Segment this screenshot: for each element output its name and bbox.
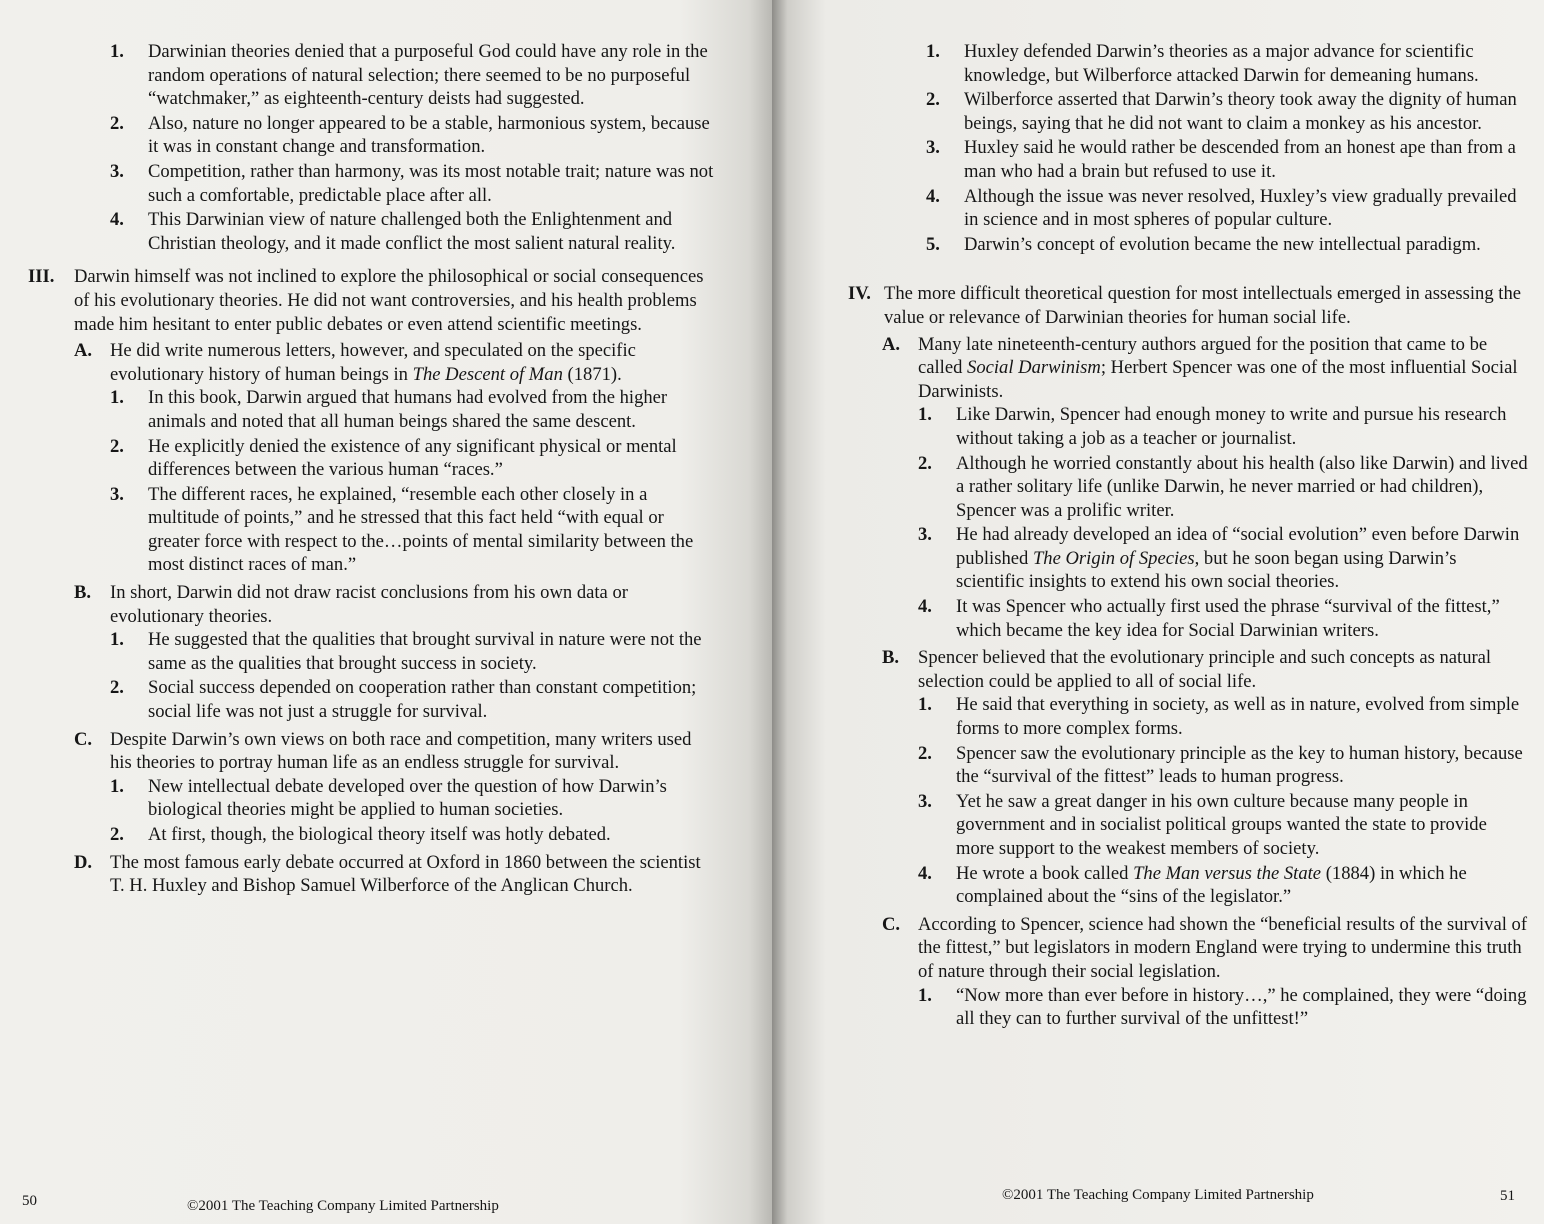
- book-title: The Descent of Man: [412, 363, 563, 385]
- list-item: [918, 452, 1528, 523]
- item-number: 2.: [926, 89, 940, 111]
- list-item: [926, 136, 1528, 183]
- item-text: Like Darwin, Spencer had enough money to write and pursue his research without taking a job as a teacher or journalist.: [956, 404, 1507, 449]
- right-page-text: [848, 40, 1528, 1034]
- left-page-text: [28, 40, 716, 900]
- list-item: [918, 742, 1528, 789]
- continued-points: [110, 40, 716, 255]
- item-text: “Now more than ever before in history…,” he complained, they were “doing all they can to further survival of the unfittest!”: [956, 984, 1527, 1030]
- list-item: [926, 233, 1528, 257]
- item-number: 1.: [918, 404, 932, 426]
- subsection-text: According to Spencer, science had shown the “beneficial results of the survival of the fittest,” but legislators in modern England were trying to undermine this truth of nature through their social legislation.: [918, 913, 1528, 982]
- item-text: Darwinian theories denied that a purposeful God could have any role in the random operations of natural selection; there seemed to be no purposeful “watchmaker,” as eighteenth-century deists had suggested.: [148, 41, 708, 110]
- subsection-letter: A.: [74, 340, 93, 362]
- item-number: 4.: [918, 596, 932, 618]
- list-item: [918, 595, 1528, 642]
- item-text: He said that everything in society, as well as in nature, evolved from simple forms to more complex forms.: [956, 694, 1520, 740]
- item-number: 2.: [110, 824, 124, 845]
- section-numeral: III.: [28, 266, 55, 288]
- subsection-c: [882, 913, 1528, 1032]
- page-number: 50: [22, 1193, 37, 1209]
- item-text: Also, nature no longer appeared to be a stable, harmonious system, because it was in constant change and transformation.: [148, 112, 710, 158]
- item-text: Social success depended on cooperation rather than constant competition; social life was not just a struggle for survival.: [148, 677, 697, 723]
- list-item: [926, 185, 1528, 232]
- list-item: [918, 984, 1528, 1031]
- page-number: 51: [1500, 1188, 1515, 1204]
- copyright-footer: ©2001 The Teaching Company Limited Partnership: [1002, 1187, 1314, 1203]
- list-item: [110, 676, 716, 723]
- subsection-letter: B.: [74, 582, 92, 604]
- item-text: Although the issue was never resolved, Huxley’s view gradually prevailed in science and in most spheres of popular culture.: [964, 185, 1517, 231]
- subsection-letter: C.: [882, 913, 901, 935]
- item-text: In this book, Darwin argued that humans had evolved from the higher animals and noted that all human beings shared the same descent.: [148, 387, 668, 432]
- subsection-text: He did write numerous letters, however, and speculated on the specific evolutionary history of human beings in The Descent of Man (1871).: [110, 340, 636, 385]
- list-item: [110, 40, 716, 111]
- item-text: Spencer saw the evolutionary principle as the key to human history, because the “survival of the fittest” leads to human progress.: [956, 742, 1523, 788]
- item-number: 3.: [110, 160, 124, 182]
- item-text: This Darwinian view of nature challenged both the Enlightenment and Christian theology, and it made conflict the most salient natural reality.: [148, 209, 676, 254]
- list-item: [110, 386, 716, 433]
- list-item: [110, 160, 716, 207]
- item-text: The different races, he explained, “resemble each other closely in a multitude of points,” and he stressed that this fact held “with equal or greater force with respect to the…points of mental similarity between the most distinct races of man.”: [148, 483, 694, 576]
- list-item: [110, 112, 716, 159]
- right-page: [772, 0, 1544, 1224]
- item-number: 2.: [110, 677, 124, 699]
- section-iii: [28, 265, 716, 898]
- list-item: [110, 628, 716, 675]
- list-item: [110, 208, 716, 255]
- item-text: New intellectual debate developed over the question of how Darwin’s biological theories might be applied to human societies.: [148, 775, 667, 821]
- item-number: 1.: [918, 694, 932, 716]
- item-text: He explicitly denied the existence of any significant physical or mental differences between the various human “races.”: [148, 435, 677, 481]
- item-number: 1.: [110, 387, 124, 409]
- item-text: He had already developed an idea of “social evolution” even before Darwin published The Origin of Species, but he soon began using Darwin’s scientific insights to extend his own social theories.: [956, 524, 1520, 593]
- item-number: 1.: [110, 775, 124, 797]
- item-number: 4.: [110, 209, 124, 231]
- item-number: 1.: [110, 41, 124, 62]
- subsection-c: [74, 728, 716, 848]
- subsection-letter: D.: [74, 851, 93, 873]
- item-text: Wilberforce asserted that Darwin’s theory took away the dignity of human beings, saying that he did not want to claim a monkey as his ancestor.: [964, 89, 1517, 134]
- item-number: 4.: [918, 862, 932, 884]
- list-item: [918, 693, 1528, 740]
- item-number: 5.: [926, 233, 940, 255]
- item-text: He wrote a book called The Man versus the State (1884) in which he complained about the “sins of the legislator.”: [956, 862, 1467, 908]
- item-number: 2.: [918, 742, 932, 764]
- list-item: [918, 403, 1528, 450]
- subsection-b: [74, 581, 716, 725]
- item-text: Competition, rather than harmony, was its most notable trait; nature was not such a comfortable, predictable place after all.: [148, 160, 714, 206]
- item-number: 2.: [918, 452, 932, 474]
- item-number: 2.: [110, 112, 124, 134]
- book-title: The Origin of Species: [1032, 547, 1195, 569]
- item-number: 1.: [918, 984, 932, 1006]
- item-text: It was Spencer who actually first used the phrase “survival of the fittest,” which became the key idea for Social Darwinian writers.: [956, 596, 1500, 641]
- subsection-d: [74, 851, 716, 898]
- item-number: 3.: [110, 483, 124, 505]
- item-text: Darwin’s concept of evolution became the new intellectual paradigm.: [964, 233, 1481, 255]
- section-text: The more difficult theoretical question for most intellectuals emerged in assessing the value or relevance of Darwinian theories for human social life.: [884, 283, 1522, 328]
- section-iv: [848, 282, 1528, 1032]
- term: Social Darwinism: [967, 357, 1101, 379]
- subsection-a: [74, 339, 716, 578]
- list-item: [918, 790, 1528, 861]
- item-text: Huxley defended Darwin’s theories as a major advance for scientific knowledge, but Wilberforce attacked Darwin for demeaning humans.: [964, 41, 1479, 86]
- item-text: Huxley said he would rather be descended from an honest ape than from a man who had a brain but refused to use it.: [964, 137, 1516, 182]
- copyright-footer: ©2001 The Teaching Company Limited Partnership: [187, 1198, 499, 1214]
- subsection-text: Spencer believed that the evolutionary principle and such concepts as natural selection could be applied to all of social life.: [918, 647, 1492, 692]
- subsection-letter: A.: [882, 333, 901, 355]
- item-number: 2.: [110, 435, 124, 457]
- list-item: [926, 88, 1528, 135]
- book-title: The Man versus the State: [1133, 862, 1322, 884]
- subsection-text: Despite Darwin’s own views on both race and competition, many writers used his theories to portray human life as an endless struggle for survival.: [110, 728, 692, 774]
- subsection-letter: C.: [74, 728, 93, 750]
- item-number: 3.: [918, 790, 932, 812]
- subsection-a: [882, 333, 1528, 644]
- subsection-text: The most famous early debate occurred at Oxford in 1860 between the scientist T. H. Huxley and Bishop Samuel Wilberforce of the Anglican Church.: [110, 851, 701, 897]
- section-text: Darwin himself was not inclined to explore the philosophical or social consequences of his evolutionary theories. He did not want controversies, and his health problems made him hesitant to enter public debates or even attend scientific meetings.: [74, 266, 704, 335]
- item-number: 1.: [110, 629, 124, 651]
- subsection-letter: B.: [882, 647, 900, 669]
- list-item: [110, 483, 716, 577]
- list-item: [918, 523, 1528, 594]
- continued-points: [926, 40, 1528, 256]
- list-item: [110, 823, 716, 847]
- list-item: [926, 40, 1528, 87]
- item-text: Yet he saw a great danger in his own culture because many people in government and in socialist political groups wanted the state to provide more support to the weakest members of society.: [956, 790, 1487, 859]
- section-numeral: IV.: [848, 283, 871, 305]
- item-number: 1.: [926, 41, 940, 62]
- item-text: At first, though, the biological theory itself was hotly debated.: [148, 824, 611, 845]
- item-number: 3.: [918, 524, 932, 546]
- item-number: 3.: [926, 137, 940, 159]
- subsection-text: In short, Darwin did not draw racist conclusions from his own data or evolutionary theories.: [110, 582, 628, 627]
- item-number: 4.: [926, 185, 940, 207]
- list-item: [918, 862, 1528, 909]
- list-item: [110, 775, 716, 822]
- item-text: He suggested that the qualities that brought survival in nature were not the same as the qualities that brought success in society.: [148, 629, 702, 674]
- item-text: Although he worried constantly about his health (also like Darwin) and lived a rather solitary life (unlike Darwin, he never married or had children), Spencer was a prolific writer.: [956, 452, 1528, 521]
- list-item: [110, 435, 716, 482]
- subsection-text: Many late nineteenth-century authors argued for the position that came to be called Social Darwinism; Herbert Spencer was one of the most influential Social Darwinists.: [918, 333, 1518, 402]
- subsection-b: [882, 646, 1528, 910]
